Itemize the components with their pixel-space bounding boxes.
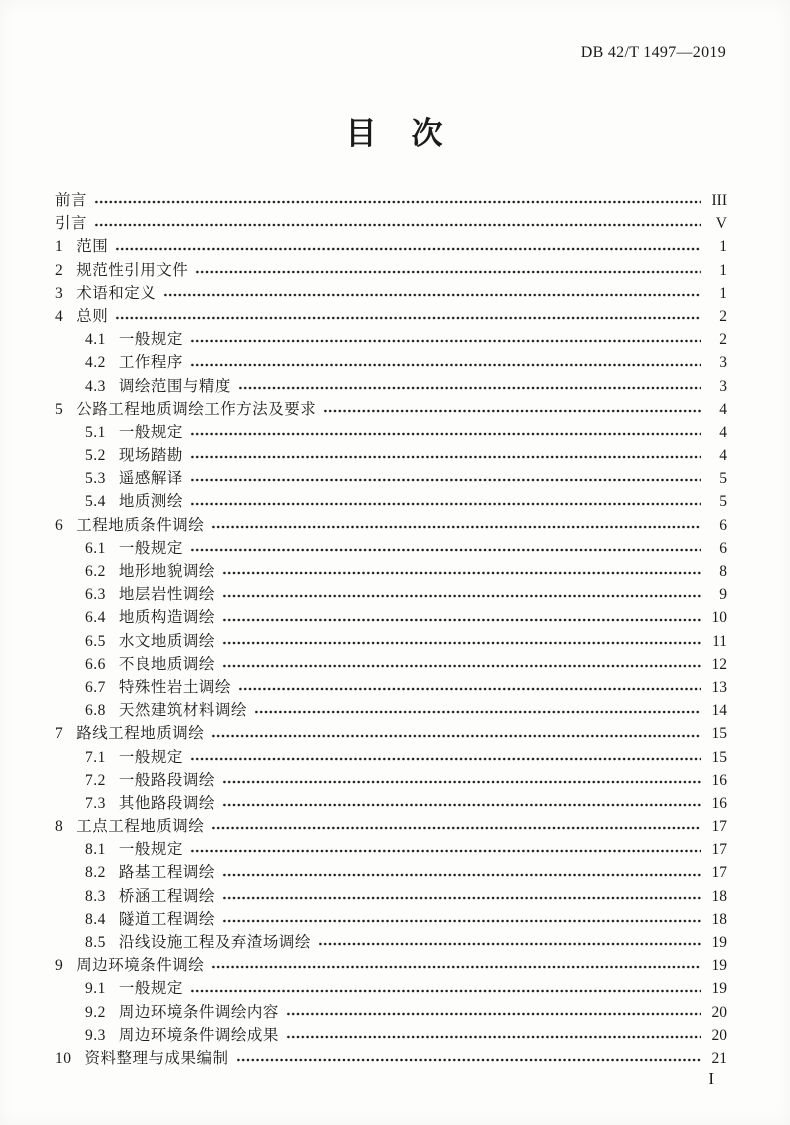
toc-item-number: 7 — [55, 725, 64, 743]
toc-item — [55, 374, 727, 397]
toc-item — [55, 745, 727, 768]
toc-dotted-leader — [238, 686, 701, 692]
toc-dotted-leader — [190, 848, 701, 854]
toc-item-number: 6.2 — [85, 563, 106, 580]
toc-page-number: 11 — [712, 632, 727, 650]
toc-item — [55, 1046, 727, 1069]
toc-item — [55, 443, 727, 466]
toc-item-number: 4 — [55, 307, 64, 325]
toc-dotted-leader — [190, 362, 701, 368]
toc-dotted-leader — [254, 709, 701, 715]
toc-item-label: 地形地貌调绘 — [118, 563, 215, 580]
toc-item-label: 一般规定 — [118, 748, 183, 766]
table-of-contents — [55, 188, 727, 1069]
toc-item-number: 7.1 — [85, 748, 106, 766]
toc-item — [55, 791, 727, 814]
toc-page-number: 4 — [719, 447, 727, 465]
toc-page-number: 19 — [711, 934, 727, 951]
toc-page-number: 10 — [711, 609, 727, 627]
toc-item-number: 1 — [55, 238, 64, 256]
toc-item-number: 7.2 — [85, 771, 106, 789]
toc-page-number: 1 — [719, 238, 727, 256]
toc-page-number: 19 — [711, 957, 727, 975]
toc-item-label: 不良地质调绘 — [118, 655, 215, 673]
toc-item — [55, 188, 727, 211]
toc-page-number: 12 — [711, 655, 727, 673]
toc-dotted-leader — [222, 872, 701, 878]
toc-dotted-leader — [190, 431, 701, 437]
toc-page-number: 16 — [711, 771, 727, 789]
toc-dotted-leader — [222, 593, 701, 599]
toc-item — [55, 420, 727, 443]
toc-item-label: 周边环境条件调绘内容 — [118, 1003, 279, 1021]
toc-item-label: 水文地质调绘 — [118, 632, 215, 650]
toc-dotted-leader — [190, 988, 701, 994]
toc-page-number: 18 — [711, 910, 727, 928]
toc-item-label: 其他路段调绘 — [118, 794, 215, 812]
toc-page-number: 20 — [711, 1026, 727, 1044]
toc-page-number: 13 — [711, 678, 727, 696]
toc-dotted-leader — [236, 1057, 701, 1063]
toc-dotted-leader — [190, 756, 701, 762]
toc-dotted-leader — [222, 895, 701, 901]
toc-item — [55, 768, 727, 791]
toc-item-number: 9.3 — [85, 1026, 106, 1044]
toc-item-number: 6.1 — [85, 539, 106, 557]
toc-page-number: 4 — [719, 400, 727, 418]
toc-item-label: 遥感解译 — [118, 470, 183, 488]
toc-page-number: 5 — [719, 493, 727, 511]
toc-page-number: 19 — [711, 980, 727, 998]
toc-item — [55, 211, 727, 234]
toc-item-label: 规范性引用文件 — [76, 261, 189, 279]
toc-item — [55, 860, 727, 883]
standard-number: DB 42/T 1497—2019 — [580, 44, 726, 61]
toc-page-number: 4 — [719, 423, 727, 441]
toc-item-label: 一般规定 — [118, 539, 183, 557]
toc-item — [55, 930, 727, 953]
toc-item-number: 6.8 — [85, 702, 106, 720]
toc-item-number: 2 — [55, 261, 64, 279]
toc-item-number: 5.1 — [85, 423, 106, 441]
toc-item-label: 地层岩性调绘 — [118, 586, 215, 604]
toc-page-number: 15 — [711, 725, 727, 743]
toc-page-number: 16 — [711, 794, 727, 812]
toc-item-label: 周边环境条件调绘 — [76, 957, 205, 975]
toc-item-number: 6.6 — [85, 655, 106, 673]
toc-page-number: 9 — [719, 586, 727, 604]
toc-item-number: 6.3 — [85, 586, 106, 604]
toc-item-number: 7.3 — [85, 794, 106, 812]
toc-dotted-leader — [222, 779, 701, 785]
toc-item — [55, 907, 727, 930]
toc-dotted-leader — [286, 1034, 701, 1040]
toc-item-label: 地质构造调绘 — [118, 609, 215, 627]
toc-page-number: 6 — [719, 516, 727, 534]
toc-page-number: 1 — [719, 284, 727, 302]
toc-page-number: 14 — [711, 702, 727, 720]
toc-dotted-leader — [211, 964, 701, 970]
toc-item — [55, 976, 727, 999]
toc-dotted-leader — [222, 640, 701, 646]
toc-item — [55, 466, 727, 489]
toc-item-label: 沿线设施工程及弃渣场调绘 — [118, 934, 311, 951]
toc-page-number: 1 — [719, 261, 727, 279]
toc-item-label: 周边环境条件调绘成果 — [118, 1026, 279, 1044]
toc-item-number: 4.3 — [85, 377, 106, 395]
toc-dotted-leader — [190, 547, 701, 553]
toc-dotted-leader — [222, 570, 701, 576]
toc-page-number: 2 — [719, 331, 727, 349]
toc-dotted-leader — [286, 1011, 701, 1017]
toc-item-label: 一般规定 — [118, 423, 183, 441]
toc-item — [55, 350, 727, 373]
toc-item-number: 5.3 — [85, 470, 106, 488]
toc-item-label: 一般规定 — [118, 841, 183, 859]
toc-page-number: 2 — [719, 307, 727, 325]
toc-page-number: 18 — [711, 887, 727, 905]
toc-item — [55, 489, 727, 512]
toc-item — [55, 1000, 727, 1023]
toc-item-number: 6.7 — [85, 678, 106, 696]
toc-item-number: 10 — [55, 1049, 72, 1067]
toc-item-number: 6 — [55, 516, 64, 534]
toc-item — [55, 397, 727, 420]
toc-page-number: 20 — [711, 1003, 727, 1021]
toc-dotted-leader — [222, 802, 701, 808]
toc-item — [55, 721, 727, 744]
toc-item-label: 调绘范围与精度 — [118, 377, 231, 395]
toc-dotted-leader — [163, 292, 701, 298]
toc-item — [55, 304, 727, 327]
toc-dotted-leader — [195, 269, 701, 275]
toc-item-number: 6.4 — [85, 609, 106, 627]
toc-item-number: 3 — [55, 284, 64, 302]
toc-dotted-leader — [211, 733, 701, 739]
toc-dotted-leader — [222, 918, 701, 924]
toc-item — [55, 837, 727, 860]
toc-page-number: 21 — [711, 1049, 727, 1067]
toc-item-label: 范围 — [76, 238, 109, 256]
toc-item-number: 9.2 — [85, 1003, 106, 1021]
toc-item-label: 引言 — [55, 215, 88, 233]
toc-item — [55, 884, 727, 907]
toc-page-number: V — [715, 215, 727, 233]
toc-page-number: 5 — [719, 470, 727, 488]
toc-dotted-leader — [222, 663, 701, 669]
toc-item — [55, 605, 727, 628]
toc-item — [55, 536, 727, 559]
toc-item-number: 8.5 — [85, 934, 106, 951]
toc-dotted-leader — [238, 385, 701, 391]
toc-dotted-leader — [323, 408, 701, 414]
toc-item — [55, 258, 727, 281]
toc-page-number: 3 — [719, 354, 727, 372]
toc-item — [55, 559, 727, 582]
toc-item — [55, 629, 727, 652]
toc-page-number: 6 — [719, 539, 727, 557]
toc-item-label: 地质测绘 — [118, 493, 183, 511]
toc-dotted-leader — [222, 617, 701, 623]
toc-item-number: 9 — [55, 957, 64, 975]
toc-item — [55, 1023, 727, 1046]
toc-page-number: 15 — [711, 748, 727, 766]
toc-dotted-leader — [190, 477, 701, 483]
toc-item-number: 5.4 — [85, 493, 106, 511]
toc-item — [55, 675, 727, 698]
toc-item-label: 工点工程地质调绘 — [76, 818, 205, 836]
toc-page-number: 17 — [711, 864, 727, 882]
toc-item-label: 前言 — [55, 192, 88, 209]
toc-dotted-leader — [190, 454, 701, 460]
toc-item — [55, 698, 727, 721]
toc-item-label: 路基工程调绘 — [118, 864, 215, 882]
toc-item — [55, 327, 727, 350]
toc-item-label: 隧道工程调绘 — [118, 910, 215, 928]
toc-item-number: 5 — [55, 400, 64, 418]
toc-dotted-leader — [190, 338, 701, 344]
toc-item — [55, 652, 727, 675]
toc-item — [55, 513, 727, 536]
toc-item — [55, 814, 727, 837]
toc-page-number: 8 — [719, 563, 727, 580]
toc-item-number: 8.2 — [85, 864, 106, 882]
toc-dotted-leader — [211, 825, 701, 831]
toc-page-number: III — [711, 192, 727, 209]
toc-item-number: 8.4 — [85, 910, 106, 928]
toc-dotted-leader — [94, 222, 701, 228]
toc-page-number: 17 — [711, 841, 727, 859]
toc-item-label: 一般路段调绘 — [118, 771, 215, 789]
toc-item-number: 6.5 — [85, 632, 106, 650]
toc-item-label: 天然建筑材料调绘 — [118, 702, 247, 720]
toc-item-label: 术语和定义 — [76, 284, 157, 302]
folio-page-number: I — [708, 1069, 714, 1088]
toc-item-number: 4.1 — [85, 331, 106, 349]
toc-dotted-leader — [211, 524, 701, 530]
toc-dotted-leader — [318, 941, 701, 947]
toc-dotted-leader — [115, 315, 701, 321]
toc-item — [55, 582, 727, 605]
toc-item-label: 一般规定 — [118, 980, 183, 998]
toc-item-label: 资料整理与成果编制 — [84, 1049, 229, 1067]
toc-item-number: 4.2 — [85, 354, 106, 372]
toc-dotted-leader — [115, 246, 701, 252]
toc-item-number: 8 — [55, 818, 64, 836]
toc-item-number: 5.2 — [85, 447, 106, 465]
toc-page-number: 17 — [711, 818, 727, 836]
toc-item-label: 总则 — [76, 307, 109, 325]
toc-item — [55, 234, 727, 257]
toc-item-number: 8.1 — [85, 841, 106, 859]
toc-dotted-leader — [190, 501, 701, 507]
toc-item-label: 公路工程地质调绘工作方法及要求 — [76, 400, 317, 418]
toc-item-label: 工作程序 — [118, 354, 183, 372]
toc-item-label: 桥涵工程调绘 — [118, 887, 215, 905]
toc-item-number: 9.1 — [85, 980, 106, 998]
toc-item — [55, 281, 727, 304]
toc-item-label: 工程地质条件调绘 — [76, 516, 205, 534]
toc-item-label: 路线工程地质调绘 — [76, 725, 205, 743]
toc-item-label: 特殊性岩土调绘 — [118, 678, 231, 696]
toc-page-number: 3 — [719, 377, 727, 395]
toc-item — [55, 953, 727, 976]
toc-item-label: 现场踏勘 — [118, 447, 183, 465]
toc-item-label: 一般规定 — [118, 331, 183, 349]
toc-item-number: 8.3 — [85, 887, 106, 905]
toc-dotted-leader — [94, 199, 701, 205]
page-title: 目 次 — [345, 116, 445, 151]
